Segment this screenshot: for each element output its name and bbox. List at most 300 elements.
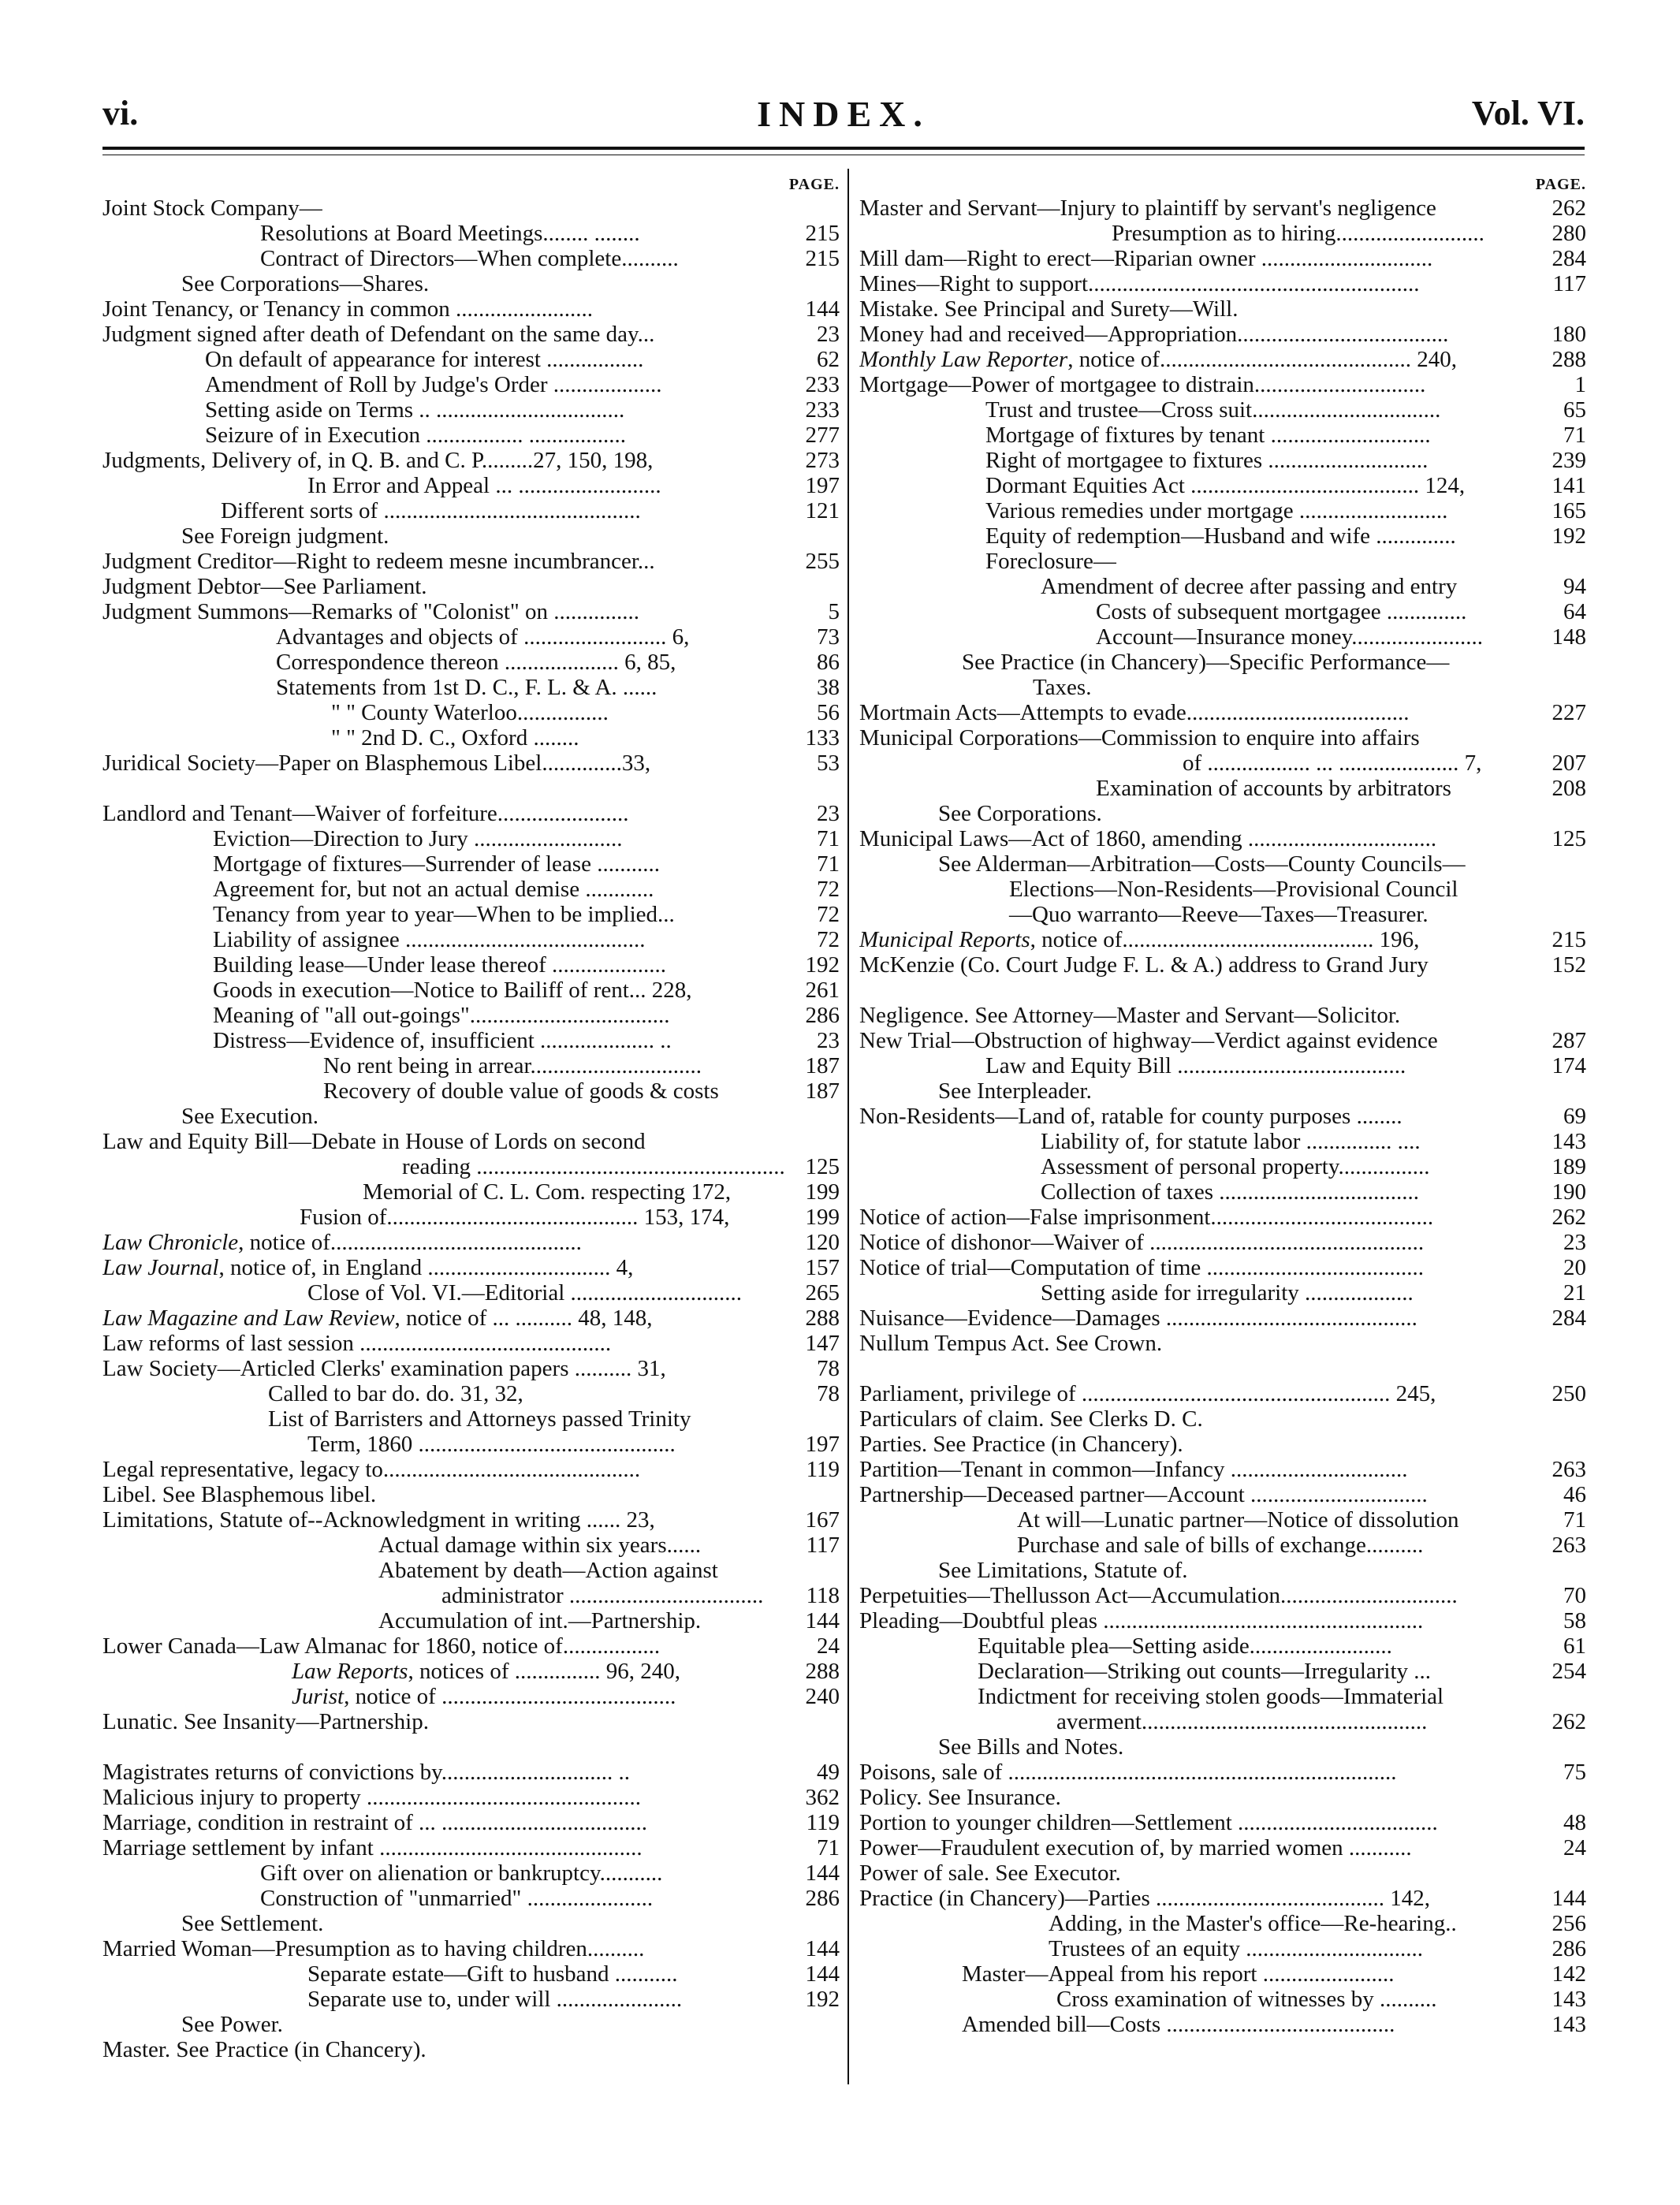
entry-page: 48 [1560, 1810, 1586, 1835]
entry-text: Trust and trustee—Cross suit................................. [985, 397, 1441, 423]
entry-text: Municipal Laws—Act of 1860, amending ................................. [859, 826, 1437, 851]
entry-text: Distress—Evidence of, insufficient .................... .. [213, 1028, 672, 1053]
entry-page: 180 [1549, 322, 1587, 347]
index-entry [859, 1860, 1586, 1886]
index-entry [102, 423, 840, 448]
index-entry [102, 523, 840, 549]
index-entry [102, 1936, 840, 1961]
entry-page: 152 [1549, 952, 1587, 978]
index-entry [102, 372, 840, 397]
index-entry [859, 851, 1586, 877]
entry-text: Meaning of "all out-goings"................................... [213, 1003, 670, 1028]
index-entry [102, 751, 840, 776]
entry-text: Law Journal, notice of, in England ................................ 4, [102, 1255, 634, 1280]
index-entry [102, 650, 840, 675]
index-entry [102, 473, 840, 498]
entry-page: 287 [1549, 1028, 1587, 1053]
entry-text: Non-Residents—Land of, ratable for county purposes ........ [859, 1104, 1402, 1129]
index-entry [859, 2012, 1586, 2037]
entry-text: Joint Tenancy, or Tenancy in common ........................ [102, 296, 594, 322]
entry-page: 144 [803, 1860, 840, 1886]
entry-page: 286 [1549, 1936, 1587, 1961]
index-entry [102, 1406, 840, 1432]
entry-text: Gift over on alienation or bankruptcy........... [260, 1860, 663, 1886]
entry-text: Amendment of decree after passing and entry [1041, 574, 1458, 599]
blank-line [102, 1734, 840, 1760]
index-entry [859, 801, 1586, 826]
entry-page: 284 [1549, 1305, 1587, 1331]
index-entry [102, 1154, 840, 1179]
entry-text: Account—Insurance money....................... [1096, 624, 1484, 650]
entry-text: Purchase and sale of bills of exchange.......... [1017, 1533, 1424, 1558]
entry-text: Liability of, for statute labor ............... .... [1041, 1129, 1421, 1154]
entry-page: 167 [803, 1507, 840, 1533]
entry-page: 144 [1549, 1886, 1587, 1911]
entry-text: Costs of subsequent mortgagee .............. [1096, 599, 1467, 624]
entry-page: 71 [814, 851, 840, 877]
entry-page: 187 [803, 1053, 840, 1078]
index-entry [102, 902, 840, 927]
entry-text: Perpetuities—Thellusson Act—Accumulation............................... [859, 1583, 1458, 1608]
entry-text: Eviction—Direction to Jury .......................... [213, 826, 623, 851]
entry-text: Contract of Directors—When complete.......... [260, 246, 679, 271]
index-entry [859, 1507, 1586, 1533]
entry-text: Mortgage of fixtures—Surrender of lease ........... [213, 851, 660, 877]
entry-text: Taxes. [1033, 675, 1092, 700]
entry-text: Judgment Summons—Remarks of "Colonist" on ............... [102, 599, 640, 624]
index-entry [102, 246, 840, 271]
entry-text: Recovery of double value of goods & costs [323, 1078, 719, 1104]
entry-page: 125 [1549, 826, 1587, 851]
entry-page: 144 [803, 1936, 840, 1961]
entry-text: Portion to younger children—Settlement ................................... [859, 1810, 1438, 1835]
entry-page: 265 [803, 1280, 840, 1305]
index-entry [102, 1507, 840, 1533]
entry-page: 362 [803, 1785, 840, 1810]
index-entry [859, 1684, 1586, 1709]
entry-text: Jurist, notice of ......................................... [292, 1684, 676, 1709]
index-entry [102, 1129, 840, 1154]
index-entry [859, 473, 1586, 498]
entry-text: Master and Servant—Injury to plaintiff by servant's negligence [859, 196, 1436, 221]
entry-page: 71 [1560, 1507, 1586, 1533]
entry-text: Master—Appeal from his report ....................... [962, 1961, 1395, 1987]
entry-text: Limitations, Statute of--Acknowledgment in writing ...... 23, [102, 1507, 655, 1533]
entry-page: 147 [803, 1331, 840, 1356]
entry-page: 208 [1549, 776, 1587, 801]
entry-page: 262 [1549, 1709, 1587, 1734]
index-entry [102, 196, 840, 221]
entry-text: Power of sale. See Executor. [859, 1860, 1121, 1886]
entry-text: Indictment for receiving stolen goods—Immaterial [978, 1684, 1444, 1709]
index-entry [102, 675, 840, 700]
entry-page: 256 [1549, 1911, 1587, 1936]
entry-text: See Execution. [181, 1104, 318, 1129]
entry-text: Memorial of C. L. Com. respecting 172, [363, 1179, 732, 1205]
entry-page: 148 [1549, 624, 1587, 650]
entry-page: 24 [814, 1633, 840, 1659]
index-entry [102, 1835, 840, 1860]
entry-page: 142 [1549, 1961, 1587, 1987]
entry-page: 240 [803, 1684, 840, 1709]
blank-line [859, 1356, 1586, 1381]
entry-text: New Trial—Obstruction of highway—Verdict against evidence [859, 1028, 1438, 1053]
index-entry [102, 322, 840, 347]
entry-text: Amended bill—Costs ........................................ [962, 2012, 1395, 2037]
entry-text: Landlord and Tenant—Waiver of forfeiture....................... [102, 801, 629, 826]
index-entry [859, 1886, 1586, 1911]
index-entry [859, 1961, 1586, 1987]
entry-text: See Limitations, Statute of. [938, 1558, 1188, 1583]
entry-text: Mortmain Acts—Attempts to evade....................................... [859, 700, 1410, 725]
index-entry [859, 1104, 1586, 1129]
entry-text: Various remedies under mortgage .......................... [985, 498, 1448, 523]
entry-text: Power—Fraudulent execution of, by married women ........... [859, 1835, 1412, 1860]
index-entry [102, 1179, 840, 1205]
entry-text: averment.................................................. [1056, 1709, 1428, 1734]
index-entry [102, 1810, 840, 1835]
entry-page: 141 [1549, 473, 1587, 498]
entry-page: 233 [803, 372, 840, 397]
index-entry [102, 826, 840, 851]
entry-text: Advantages and objects of ......................... 6, [276, 624, 690, 650]
index-entry [859, 221, 1586, 246]
entry-page: 125 [803, 1154, 840, 1179]
entry-text: Municipal Corporations—Commission to enquire into affairs [859, 725, 1420, 751]
entry-page: 23 [1560, 1230, 1586, 1255]
entry-page: 117 [1550, 271, 1586, 296]
entry-text: Foreclosure— [985, 549, 1116, 574]
index-entry [102, 978, 840, 1003]
entry-page: 119 [803, 1810, 840, 1835]
index-entry [859, 296, 1586, 322]
entry-page: 255 [803, 549, 840, 574]
entry-page: 192 [803, 1987, 840, 2012]
entry-text: Policy. See Insurance. [859, 1785, 1061, 1810]
entry-page: 118 [803, 1583, 840, 1608]
entry-text: See Foreign judgment. [181, 523, 389, 549]
entry-page: 72 [814, 877, 840, 902]
entry-page: 261 [803, 978, 840, 1003]
entry-text: Law Magazine and Law Review, notice of ... .......... 48, 148, [102, 1305, 653, 1331]
index-entry [102, 1230, 840, 1255]
index-entry [102, 1331, 840, 1356]
entry-page: 189 [1549, 1154, 1587, 1179]
entry-page: 20 [1560, 1255, 1586, 1280]
index-entry [102, 1381, 840, 1406]
index-entry [102, 725, 840, 751]
entry-page: 65 [1560, 397, 1586, 423]
index-entry [859, 1558, 1586, 1583]
entry-page: 263 [1549, 1533, 1587, 1558]
entry-text: Juridical Society—Paper on Blasphemous Libel..............33, [102, 751, 651, 776]
index-entry [859, 1533, 1586, 1558]
index-entry [859, 826, 1586, 851]
page-title: INDEX. [757, 94, 930, 134]
index-entry [859, 1154, 1586, 1179]
index-entry [102, 1356, 840, 1381]
index-entry [859, 1734, 1586, 1760]
header-rule-thick [102, 147, 1585, 150]
entry-text: Judgment signed after death of Defendant on the same day... [102, 322, 655, 347]
index-entry [859, 1987, 1586, 2012]
entry-page: 21 [1560, 1280, 1586, 1305]
index-entry [102, 271, 840, 296]
entry-text: Partnership—Deceased partner—Account ............................... [859, 1482, 1428, 1507]
index-entry [859, 498, 1586, 523]
entry-text: Lower Canada—Law Almanac for 1860, notice of................. [102, 1633, 661, 1659]
entry-text: No rent being in arrear.............................. [323, 1053, 702, 1078]
index-entry [102, 1886, 840, 1911]
index-entry [859, 523, 1586, 549]
entry-text: Law reforms of last session ............................................ [102, 1331, 612, 1356]
entry-text: Term, 1860 ............................................. [307, 1432, 676, 1457]
index-entry [859, 1432, 1586, 1457]
index-entry [102, 1608, 840, 1633]
entry-text: Separate estate—Gift to husband ........... [307, 1961, 678, 1987]
entry-text: Setting aside for irregularity ................... [1041, 1280, 1414, 1305]
entry-page: 199 [803, 1205, 840, 1230]
entry-text: Libel. See Blasphemous libel. [102, 1482, 377, 1507]
entry-text: Lunatic. See Insanity—Partnership. [102, 1709, 429, 1734]
entry-text: Called to bar do. do. 31, 32, [268, 1381, 523, 1406]
entry-text: Liability of assignee .......................................... [213, 927, 646, 952]
entry-page: 23 [814, 1028, 840, 1053]
index-entry [859, 776, 1586, 801]
entry-text: Negligence. See Attorney—Master and Servant—Solicitor. [859, 1003, 1401, 1028]
page-column-label: PAGE. [788, 176, 840, 193]
index-entry [859, 1911, 1586, 1936]
index-entry [859, 1810, 1586, 1835]
index-entry [859, 1583, 1586, 1608]
entry-page: 70 [1560, 1583, 1586, 1608]
entry-page: 288 [803, 1305, 840, 1331]
entry-text: " " County Waterloo................ [331, 700, 609, 725]
index-entry [859, 1785, 1586, 1810]
entry-text: Partition—Tenant in common—Infancy ............................... [859, 1457, 1408, 1482]
index-entry [102, 574, 840, 599]
index-entry [859, 1305, 1586, 1331]
entry-page: 24 [1560, 1835, 1586, 1860]
entry-page: 143 [1549, 1987, 1587, 2012]
entry-page: 56 [814, 700, 840, 725]
entry-page: 86 [814, 650, 840, 675]
entry-text: " " 2nd D. C., Oxford ........ [331, 725, 579, 751]
page-header [102, 93, 1585, 140]
entry-text: Goods in execution—Notice to Bailiff of rent... 228, [213, 978, 692, 1003]
index-entry [102, 549, 840, 574]
index-entry [859, 372, 1586, 397]
entry-text: Notice of trial—Computation of time ...................................... [859, 1255, 1425, 1280]
index-entry [102, 1255, 840, 1280]
entry-page: 78 [814, 1381, 840, 1406]
index-entry [102, 1987, 840, 2012]
index-entry [102, 1457, 840, 1482]
index-entry [102, 1659, 840, 1684]
entry-text: Correspondence thereon .................... 6, 85, [276, 650, 676, 675]
index-entry [859, 751, 1586, 776]
entry-text: See Corporations—Shares. [181, 271, 430, 296]
entry-text: Cross examination of witnesses by .......... [1056, 1987, 1437, 2012]
entry-page: 273 [803, 448, 840, 473]
entry-text: Law Reports, notices of ............... 96, 240, [292, 1659, 680, 1684]
index-entry [102, 296, 840, 322]
index-entry [102, 1028, 840, 1053]
entry-page: 71 [814, 1835, 840, 1860]
entry-text: Law Chronicle, notice of............................................ [102, 1230, 582, 1255]
entry-text: See Practice (in Chancery)—Specific Performance— [962, 650, 1450, 675]
index-entry [859, 423, 1586, 448]
entry-page: 58 [1560, 1608, 1586, 1633]
index-entry [859, 675, 1586, 700]
index-entry [859, 952, 1586, 978]
entry-text: List of Barristers and Attorneys passed Trinity [268, 1406, 691, 1432]
index-entry [102, 221, 840, 246]
entry-page: 144 [803, 296, 840, 322]
index-entry [102, 397, 840, 423]
index-entry [102, 1104, 840, 1129]
entry-text: At will—Lunatic partner—Notice of dissolution [1017, 1507, 1459, 1533]
index-entry [859, 624, 1586, 650]
entry-text: Nullum Tempus Act. See Crown. [859, 1331, 1163, 1356]
entry-text: reading ...................................................... [402, 1154, 785, 1179]
entry-page: 23 [814, 322, 840, 347]
index-entry [859, 196, 1586, 221]
index-entry [859, 1078, 1586, 1104]
index-entry [859, 347, 1586, 372]
index-entry [859, 927, 1586, 952]
entry-text: Statements from 1st D. C., F. L. & A. ...... [276, 675, 657, 700]
entry-page: 215 [803, 246, 840, 271]
index-column-left [102, 170, 840, 2062]
entry-page: 190 [1549, 1179, 1587, 1205]
index-entry [859, 1835, 1586, 1860]
entry-text: Law and Equity Bill—Debate in House of Lords on second [102, 1129, 646, 1154]
index-entry [859, 397, 1586, 423]
entry-text: Mortgage of fixtures by tenant ............................ [985, 423, 1431, 448]
entry-page: 23 [814, 801, 840, 826]
entry-text: Tenancy from year to year—When to be implied... [213, 902, 675, 927]
entry-page: 262 [1549, 1205, 1587, 1230]
index-entry [102, 1432, 840, 1457]
entry-page: 262 [1549, 196, 1587, 221]
entry-text: Nuisance—Evidence—Damages ............................................ [859, 1305, 1417, 1331]
index-entry [102, 1533, 840, 1558]
entry-page: 53 [814, 751, 840, 776]
entry-text: Law and Equity Bill ........................................ [985, 1053, 1406, 1078]
index-entry [859, 1053, 1586, 1078]
entry-page: 288 [1549, 347, 1587, 372]
index-entry [859, 1608, 1586, 1633]
entry-page: 144 [803, 1961, 840, 1987]
entry-text: McKenzie (Co. Court Judge F. L. & A.) address to Grand Jury [859, 952, 1429, 978]
index-entry [859, 725, 1586, 751]
entry-page: 157 [803, 1255, 840, 1280]
entry-text: administrator .................................. [441, 1583, 764, 1608]
entry-text: of .................. ... ..................... 7, [1183, 751, 1482, 776]
entry-page: 144 [803, 1608, 840, 1633]
entry-page: 1 [1572, 372, 1587, 397]
entry-text: Separate use to, under will ...................... [307, 1987, 683, 2012]
entry-text: Pleading—Doubtful pleas ........................................................ [859, 1608, 1424, 1633]
entry-page: 46 [1560, 1482, 1586, 1507]
page-number: vi. [102, 94, 139, 132]
entry-text: Construction of "unmarried" ...................... [260, 1886, 654, 1911]
entry-page: 174 [1549, 1053, 1587, 1078]
index-entry [859, 1760, 1586, 1785]
index-entry [859, 271, 1586, 296]
index-entry [102, 700, 840, 725]
index-entry [102, 2037, 840, 2062]
entry-page: 288 [803, 1659, 840, 1684]
entry-text: Resolutions at Board Meetings........ ........ [260, 221, 640, 246]
index-entry [102, 1860, 840, 1886]
index-entry [859, 1381, 1586, 1406]
entry-text: See Alderman—Arbitration—Costs—County Councils— [938, 851, 1466, 877]
index-entry [102, 927, 840, 952]
index-entry [102, 1205, 840, 1230]
index-entry [102, 1785, 840, 1810]
index-entry [102, 599, 840, 624]
index-entry [102, 624, 840, 650]
index-entry [102, 1305, 840, 1331]
entry-text: Marriage, condition in restraint of ... .................................... [102, 1810, 648, 1835]
entry-page: 49 [814, 1760, 840, 1785]
entry-text: On default of appearance for interest ................. [205, 347, 644, 372]
page-column-label: PAGE. [1535, 176, 1586, 193]
index-entry [102, 1633, 840, 1659]
entry-page: 197 [803, 473, 840, 498]
entry-text: Equity of redemption—Husband and wife .............. [985, 523, 1456, 549]
entry-text: Judgments, Delivery of, in Q. B. and C. P.........27, 150, 198, [102, 448, 654, 473]
entry-text: Fusion of............................................ 153, 174, [300, 1205, 730, 1230]
entry-page: 78 [814, 1356, 840, 1381]
blank-line [859, 978, 1586, 1003]
entry-page: 117 [803, 1533, 840, 1558]
entry-page: 197 [803, 1432, 840, 1457]
entry-text: Trustees of an equity ............................... [1049, 1936, 1423, 1961]
index-entry [859, 1482, 1586, 1507]
entry-page: 64 [1560, 599, 1586, 624]
index-entry [102, 1583, 840, 1608]
index-entry [859, 1230, 1586, 1255]
entry-page: 143 [1549, 2012, 1587, 2037]
entry-text: Notice of dishonor—Waiver of ................................................ [859, 1230, 1425, 1255]
index-entry [859, 902, 1586, 927]
index-entry [102, 1053, 840, 1078]
index-entry [859, 1129, 1586, 1154]
index-entry [102, 1709, 840, 1734]
index-entry [859, 1936, 1586, 1961]
index-entry [859, 246, 1586, 271]
entry-page: 215 [1549, 927, 1587, 952]
entry-text: Money had and received—Appropriation..................................... [859, 322, 1449, 347]
entry-text: See Power. [181, 2012, 283, 2037]
entry-text: Dormant Equities Act ........................................ 124, [985, 473, 1466, 498]
index-entry [859, 1709, 1586, 1734]
index-entry [102, 1961, 840, 1987]
entry-page: 120 [803, 1230, 840, 1255]
entry-text: Magistrates returns of convictions by.............................. .. [102, 1760, 631, 1785]
entry-page: 5 [825, 599, 840, 624]
entry-page: 277 [803, 423, 840, 448]
entry-text: Mill dam—Right to erect—Riparian owner .............................. [859, 246, 1433, 271]
entry-text: Actual damage within six years...... [378, 1533, 702, 1558]
index-entry [102, 1760, 840, 1785]
entry-text: Mortgage—Power of mortgagee to distrain.............................. [859, 372, 1426, 397]
entry-page: 286 [803, 1886, 840, 1911]
entry-page: 72 [814, 902, 840, 927]
